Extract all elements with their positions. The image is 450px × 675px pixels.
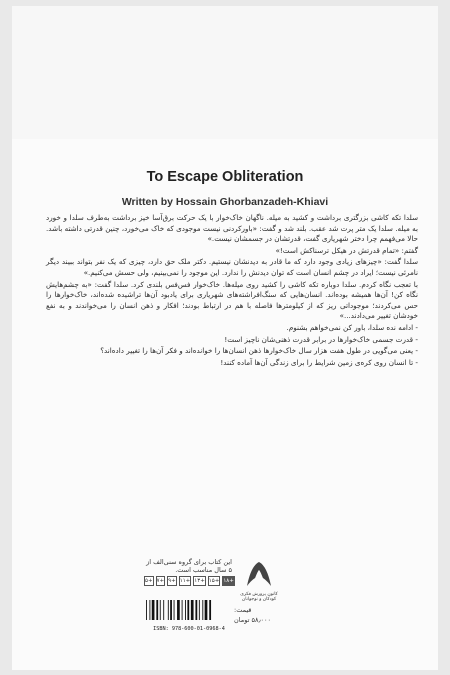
author-line: Written by Hossain Ghorbanzadeh-Khiavi [121, 196, 329, 208]
barcode-block [144, 600, 234, 632]
publisher-logo [239, 556, 279, 608]
paragraph: - یعنی می‌گویی در طول هفت هزار سال خاک‌خوارها ذهن انسان‌ها را خوانده‌اند و فکر آن‌ها را تغییر داده‌اند؟ [100, 346, 418, 356]
publisher-name: کانون پرورش فکری کودکان و نوجوانان [240, 592, 278, 602]
age-groups [144, 576, 232, 586]
top-band [12, 6, 438, 139]
age-rating-box [144, 558, 232, 596]
age-group-cell: +۱۳ [194, 578, 205, 584]
price-label: قیمت: [234, 606, 252, 614]
age-note: این کتاب برای گروه سنی‌الف از ۵ سال مناسب است. [146, 558, 232, 574]
book-title: To Escape Obliteration [146, 169, 304, 185]
age-group-cell: +۵ [145, 578, 153, 584]
age-group-cell: +۹ [168, 578, 176, 584]
paragraph: - ادامه نده سلدا، باور کن نمی‌خواهم بشنوم. [286, 322, 418, 332]
barcode-icon [144, 600, 234, 622]
excerpt-text [46, 213, 418, 369]
price-value: ۵۸٫۰۰۰ تومان [234, 616, 272, 624]
paragraph: - قدرت جسمی خاک‌خوارها در برابر قدرت ذهنی‌شان ناچیز است! [224, 334, 418, 344]
age-group-cell: +۱۸ [223, 578, 234, 584]
paragraph: با تعجب نگاه کردم. سلدا دوباره تکه کاشی را کشید روی میله‌ها. خاک‌خوار فس‌فس بلندی کرد. سلدا گفت: «به چشم‌هایش نگاه کن! آن‌ها همیشه بوده‌اند. انسان‌هایی که سنگ‌افراشته‌های شهریاری برای یادبود آن‌ها تراشیده شده‌اند، خاک‌خوارها را حس می‌کردند؛ موجوداتی ریز که از کیلومترها فاصله با هم در ارتباط بودند؛ افکار و ذهن انسان را می‌خواندند و به نفع خودشان تغییر می‌دادند...» [46, 279, 418, 321]
paragraph: سلدا تکه کاشی بزرگتری برداشت و کشید به میله. ناگهان خاک‌خوار با یک حرکت برق‌آسا خیز برداشت به‌طرف سلدا و خورد به میله. سلدا یک متر پرت شد عقب. بلند شد و گفت: «باورکردنی نیست موجودی که خاک می‌خورد، چنین قدرتی داشته باشد. حالا می‌فهمم چرا دختر شهریاری گفت، قدرتشان در جسمشان نیست.» [46, 213, 418, 244]
back-cover [12, 6, 438, 670]
publisher-logo-icon [239, 556, 279, 592]
age-group-cell: +۱۵ [208, 578, 220, 584]
paragraph: گفتم: «تمام قدرتش در هیکل ترسناکش است!» [275, 245, 418, 255]
isbn: ISBN: 978-600-01-0968-4 [153, 626, 225, 632]
age-group-cell: +۱۱ [179, 578, 191, 584]
age-group-cell: +۷ [156, 578, 165, 584]
paragraph: - تا انسان روی کره‌ی زمین شرایط را برای زندگی آن‌ها آماده کنند! [220, 357, 418, 367]
cover-footer [12, 558, 438, 632]
paragraph: سلدا گفت: «چیزهای زیادی وجود دارد که ما قادر به دیدنشان نیستیم. دکتر ملک حق دارد، چیزی که یک نفر بتواند ببیند دیگر نامرئی نیست؛ ایراد در چشم انسان است که توان دیدنش را ندارد. این موجود را نمی‌بینیم، ولی حسش می‌کنیم.» [46, 257, 418, 277]
